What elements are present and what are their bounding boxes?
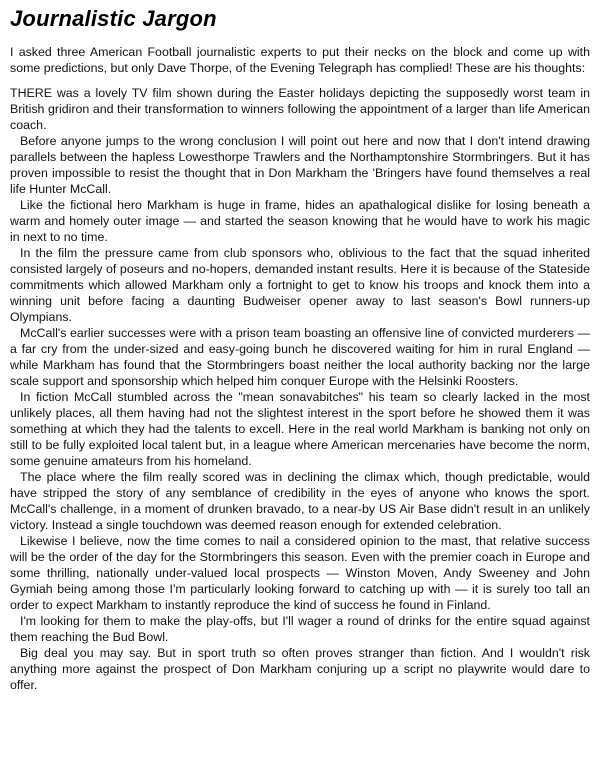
body-paragraph: McCall's earlier successes were with a prison team boasting an offensive line of convicted murderers — a far cry from the under-sized and easy-going bunch he discovered waiting for him in rural England — while Markham has found that the Stormbringers boast neither the local authority backing nor the large scale support and sponsorship which helped him conquer Europe with the Helsinki Roosters. (10, 326, 590, 388)
body-paragraph: I'm looking for them to make the play-offs, but I'll wager a round of drinks for the entire squad against them reaching the Bud Bowl. (10, 614, 590, 644)
article-page (10, 6, 590, 693)
body-paragraph: In the film the pressure came from club sponsors who, oblivious to the fact that the squad inherited consisted largely of poseurs and no-hopers, demanded instant results. Here it is because of the Stateside commitments which allowed Markham only a fortnight to get to know his troops and knock them into a winning unit before facing a daunting Budweiser opener away to last season's Bowl runners-up Olympians. (10, 246, 590, 324)
article-body (10, 85, 590, 693)
body-paragraph: Before anyone jumps to the wrong conclusion I will point out here and now that I don't intend drawing parallels between the hapless Lowesthorpe Trawlers and the Northamptonshire Stormbringers. But it has proven impossible to resist the thought that in Don Markham the 'Bringers have found themselves a real life Hunter McCall. (10, 134, 590, 196)
body-paragraph: THERE was a lovely TV film shown during the Easter holidays depicting the supposedly worst team in British gridiron and their transformation to winners following the appointment of a larger than life American coach. (10, 86, 590, 132)
article-intro: I asked three American Football journalistic experts to put their necks on the block and come up with some predictions, but only Dave Thorpe, of the Evening Telegraph has complied! These are his thoughts: (10, 45, 590, 75)
body-paragraph: Likewise I believe, now the time comes to nail a considered opinion to the mast, that relative success will be the order of the day for the Stormbringers this season. Even with the premier coach in Europe and some thrilling, nationally under-valued local prospects — Winston Moven, Andy Sweeney and John Gymiah being among those I'm particularly looking forward to catching up with — it is surely too tall an order to expect Markham to instantly reproduce the kind of success he found in Finland. (10, 534, 590, 612)
body-paragraph: The place where the film really scored was in declining the climax which, though predictable, would have stripped the story of any semblance of credibility in the eyes of anyone who knows the sport. McCall's challenge, in a moment of drunken bravado, to a near-by US Air Base didn't result in an unlikely victory. Instead a single touchdown was deemed reason enough for extended celebration. (10, 470, 590, 532)
body-paragraph: Like the fictional hero Markham is huge in frame, hides an apathalogical dislike for losing beneath a warm and homely outer image — and started the season knowing that he would have to work his magic in next to no time. (10, 198, 590, 244)
body-paragraph: In fiction McCall stumbled across the "mean sonavabitches" his team so clearly lacked in the most unlikely places, all them having had not the slightest interest in the sport before he showed them it was something at which they had the talents to excell. Here in the real world Markham is banking not only on still to be fully exploited local talent but, in a league where American mercenaries have become the norm, some genuine amateurs from his homeland. (10, 390, 590, 468)
body-paragraph: Big deal you may say. But in sport truth so often proves stranger than fiction. And I wouldn't risk anything more against the prospect of Don Markham conjuring up a script no playwrite would dare to offer. (10, 646, 590, 692)
article-headline: Journalistic Jargon (10, 6, 217, 31)
